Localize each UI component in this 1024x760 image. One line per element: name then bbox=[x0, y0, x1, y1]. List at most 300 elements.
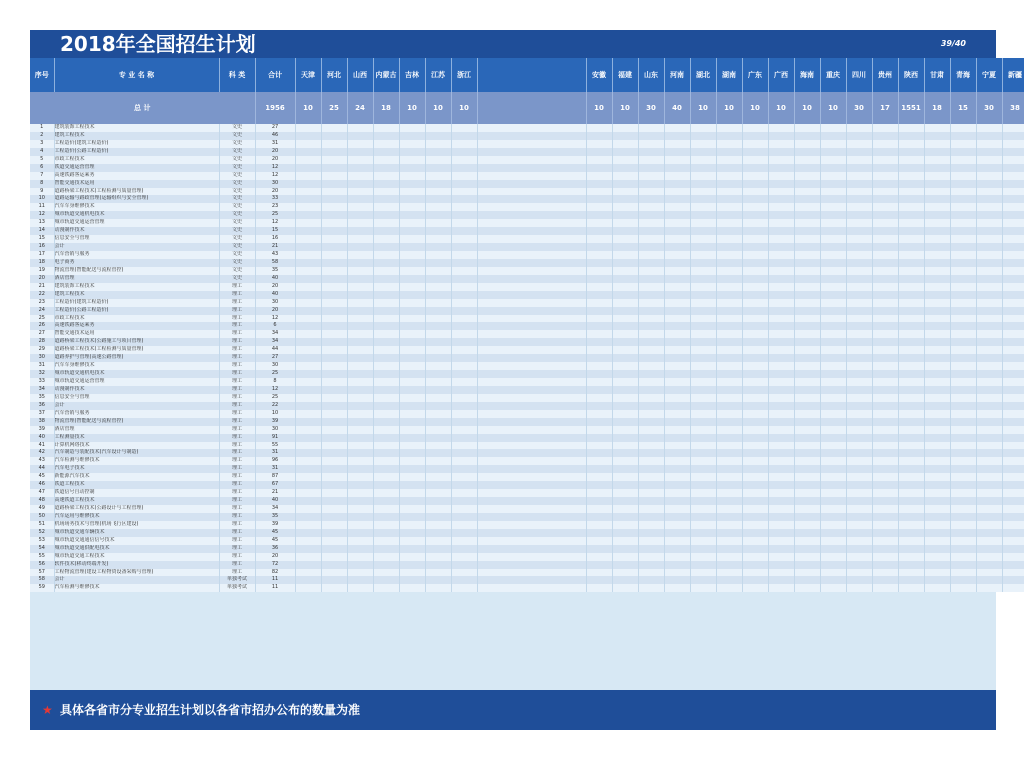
province-cell bbox=[742, 457, 768, 465]
province-cell bbox=[321, 291, 347, 299]
major-name: 道路桥梁工程技术(工程检测与质量管理) bbox=[54, 188, 219, 196]
row-number: 31 bbox=[30, 362, 54, 370]
province-cell bbox=[950, 537, 976, 545]
province-cell bbox=[347, 299, 373, 307]
province-cell bbox=[976, 489, 1002, 497]
province-cell bbox=[477, 148, 586, 156]
province-cell bbox=[950, 378, 976, 386]
province-cell bbox=[846, 211, 872, 219]
table-row bbox=[30, 148, 1024, 156]
total-province-value: 10 bbox=[820, 92, 846, 124]
total-province-value: 10 bbox=[768, 92, 794, 124]
province-cell bbox=[976, 513, 1002, 521]
province-cell bbox=[295, 203, 321, 211]
province-cell bbox=[716, 299, 742, 307]
province-cell bbox=[477, 505, 586, 513]
province-cell bbox=[347, 497, 373, 505]
province-cell bbox=[742, 481, 768, 489]
province-cell bbox=[638, 449, 664, 457]
province-cell bbox=[664, 378, 690, 386]
category: 理工 bbox=[219, 465, 255, 473]
table-row bbox=[30, 481, 1024, 489]
province-cell bbox=[976, 473, 1002, 481]
province-cell bbox=[742, 370, 768, 378]
province-cell bbox=[425, 402, 451, 410]
province-cell bbox=[347, 164, 373, 172]
province-cell bbox=[1002, 521, 1024, 529]
province-cell bbox=[451, 132, 477, 140]
province-cell bbox=[716, 251, 742, 259]
province-cell bbox=[321, 584, 347, 592]
province-cell bbox=[586, 235, 612, 243]
province-cell bbox=[295, 569, 321, 577]
province-cell bbox=[898, 330, 924, 338]
category: 文史 bbox=[219, 140, 255, 148]
province-cell bbox=[451, 434, 477, 442]
province-cell bbox=[612, 394, 638, 402]
province-cell bbox=[1002, 346, 1024, 354]
category: 理工 bbox=[219, 394, 255, 402]
province-cell bbox=[586, 569, 612, 577]
province-cell bbox=[768, 561, 794, 569]
row-number: 45 bbox=[30, 473, 54, 481]
row-total: 12 bbox=[255, 219, 295, 227]
province-cell bbox=[477, 561, 586, 569]
province-cell bbox=[399, 378, 425, 386]
province-cell bbox=[1002, 529, 1024, 537]
province-cell bbox=[924, 561, 950, 569]
province-cell bbox=[399, 426, 425, 434]
province-cell bbox=[451, 481, 477, 489]
row-total: 10 bbox=[255, 410, 295, 418]
row-number: 25 bbox=[30, 315, 54, 323]
province-cell bbox=[638, 259, 664, 267]
province-cell bbox=[950, 473, 976, 481]
province-cell bbox=[924, 172, 950, 180]
province-cell bbox=[664, 354, 690, 362]
province-cell bbox=[347, 362, 373, 370]
province-cell bbox=[638, 553, 664, 561]
category: 理工 bbox=[219, 497, 255, 505]
total-province-value: 10 bbox=[794, 92, 820, 124]
province-cell bbox=[794, 219, 820, 227]
province-cell bbox=[638, 140, 664, 148]
row-number: 10 bbox=[30, 195, 54, 203]
header-total: 合计 bbox=[255, 58, 295, 92]
province-cell bbox=[690, 330, 716, 338]
province-cell bbox=[399, 553, 425, 561]
province-cell bbox=[638, 283, 664, 291]
province-cell bbox=[664, 537, 690, 545]
province-cell bbox=[347, 505, 373, 513]
province-cell bbox=[638, 489, 664, 497]
province-cell bbox=[846, 378, 872, 386]
province-cell bbox=[820, 140, 846, 148]
category: 理工 bbox=[219, 513, 255, 521]
province-cell bbox=[950, 156, 976, 164]
province-cell bbox=[586, 362, 612, 370]
province-cell bbox=[872, 465, 898, 473]
province-cell bbox=[347, 156, 373, 164]
province-cell bbox=[716, 378, 742, 386]
province-cell bbox=[872, 362, 898, 370]
province-cell bbox=[1002, 180, 1024, 188]
province-cell bbox=[451, 394, 477, 402]
category: 理工 bbox=[219, 299, 255, 307]
province-cell bbox=[295, 521, 321, 529]
province-cell bbox=[898, 410, 924, 418]
table-row bbox=[30, 537, 1024, 545]
major-name: 城市轨道交通机电技术 bbox=[54, 370, 219, 378]
province-cell bbox=[586, 505, 612, 513]
document-panel bbox=[30, 30, 1022, 730]
major-name: 动漫制作技术 bbox=[54, 386, 219, 394]
province-cell bbox=[898, 394, 924, 402]
province-cell bbox=[477, 553, 586, 561]
province-cell bbox=[976, 481, 1002, 489]
category: 理工 bbox=[219, 362, 255, 370]
province-cell bbox=[373, 211, 399, 219]
row-total: 36 bbox=[255, 545, 295, 553]
province-cell bbox=[924, 537, 950, 545]
province-cell bbox=[742, 275, 768, 283]
province-cell bbox=[872, 251, 898, 259]
header-province: 甘肃 bbox=[924, 58, 950, 92]
row-total: 35 bbox=[255, 513, 295, 521]
row-total: 34 bbox=[255, 505, 295, 513]
province-cell bbox=[586, 203, 612, 211]
province-cell bbox=[295, 211, 321, 219]
province-cell bbox=[976, 584, 1002, 592]
province-cell bbox=[425, 211, 451, 219]
province-cell bbox=[794, 132, 820, 140]
major-name: 城市轨道交通工程技术 bbox=[54, 553, 219, 561]
province-cell bbox=[820, 561, 846, 569]
province-cell bbox=[425, 489, 451, 497]
province-cell bbox=[586, 537, 612, 545]
province-cell bbox=[321, 529, 347, 537]
province-cell bbox=[399, 346, 425, 354]
province-cell bbox=[399, 148, 425, 156]
category: 理工 bbox=[219, 521, 255, 529]
province-cell bbox=[794, 497, 820, 505]
major-name: 城市轨道交通机电技术 bbox=[54, 211, 219, 219]
province-cell bbox=[794, 584, 820, 592]
province-cell bbox=[768, 497, 794, 505]
category: 文史 bbox=[219, 203, 255, 211]
province-cell bbox=[898, 513, 924, 521]
category: 理工 bbox=[219, 283, 255, 291]
province-cell bbox=[295, 473, 321, 481]
province-cell bbox=[295, 188, 321, 196]
row-total: 46 bbox=[255, 132, 295, 140]
province-cell bbox=[321, 132, 347, 140]
province-cell bbox=[742, 283, 768, 291]
province-cell bbox=[846, 553, 872, 561]
header-province: 湖北 bbox=[690, 58, 716, 92]
province-cell bbox=[373, 362, 399, 370]
province-cell bbox=[586, 473, 612, 481]
row-number: 39 bbox=[30, 426, 54, 434]
province-cell bbox=[425, 251, 451, 259]
major-name: 建筑装饰工程技术 bbox=[54, 283, 219, 291]
province-cell bbox=[1002, 402, 1024, 410]
province-cell bbox=[477, 346, 586, 354]
province-cell bbox=[425, 307, 451, 315]
province-cell bbox=[1002, 465, 1024, 473]
province-cell bbox=[664, 370, 690, 378]
province-cell bbox=[950, 410, 976, 418]
province-cell bbox=[846, 521, 872, 529]
province-cell bbox=[950, 418, 976, 426]
province-cell bbox=[794, 291, 820, 299]
province-cell bbox=[690, 322, 716, 330]
province-cell bbox=[1002, 164, 1024, 172]
province-cell bbox=[1002, 457, 1024, 465]
province-cell bbox=[347, 291, 373, 299]
province-cell bbox=[690, 569, 716, 577]
province-cell bbox=[451, 410, 477, 418]
province-cell bbox=[950, 307, 976, 315]
province-cell bbox=[716, 576, 742, 584]
table-row bbox=[30, 140, 1024, 148]
row-number: 4 bbox=[30, 148, 54, 156]
province-cell bbox=[425, 473, 451, 481]
province-cell bbox=[347, 251, 373, 259]
row-number: 55 bbox=[30, 553, 54, 561]
province-cell bbox=[664, 211, 690, 219]
table-row bbox=[30, 322, 1024, 330]
province-cell bbox=[742, 513, 768, 521]
category: 理工 bbox=[219, 457, 255, 465]
row-number: 29 bbox=[30, 346, 54, 354]
province-cell bbox=[1002, 315, 1024, 323]
major-name: 酒店管理 bbox=[54, 275, 219, 283]
star-icon: ★ bbox=[42, 703, 53, 717]
province-cell bbox=[1002, 211, 1024, 219]
header-province: 天津 bbox=[295, 58, 321, 92]
province-cell bbox=[612, 235, 638, 243]
province-cell bbox=[399, 180, 425, 188]
province-cell bbox=[768, 537, 794, 545]
major-name: 城市轨道交通通信信号技术 bbox=[54, 537, 219, 545]
province-cell bbox=[846, 299, 872, 307]
province-cell bbox=[477, 497, 586, 505]
province-cell bbox=[295, 315, 321, 323]
province-cell bbox=[664, 275, 690, 283]
header-province: 浙江 bbox=[451, 58, 477, 92]
total-row bbox=[30, 92, 1024, 124]
province-cell bbox=[820, 537, 846, 545]
row-number: 6 bbox=[30, 164, 54, 172]
province-cell bbox=[742, 322, 768, 330]
province-cell bbox=[690, 156, 716, 164]
province-cell bbox=[373, 251, 399, 259]
province-cell bbox=[768, 529, 794, 537]
province-cell bbox=[872, 473, 898, 481]
province-cell bbox=[690, 203, 716, 211]
province-cell bbox=[425, 481, 451, 489]
province-cell bbox=[950, 211, 976, 219]
province-cell bbox=[690, 307, 716, 315]
province-cell bbox=[638, 195, 664, 203]
province-cell bbox=[638, 148, 664, 156]
province-cell bbox=[950, 457, 976, 465]
province-cell bbox=[976, 521, 1002, 529]
province-cell bbox=[794, 370, 820, 378]
province-cell bbox=[425, 243, 451, 251]
province-cell bbox=[1002, 243, 1024, 251]
province-cell bbox=[399, 283, 425, 291]
row-total: 31 bbox=[255, 140, 295, 148]
province-cell bbox=[976, 497, 1002, 505]
province-cell bbox=[295, 299, 321, 307]
province-cell bbox=[976, 291, 1002, 299]
province-cell bbox=[690, 267, 716, 275]
province-cell bbox=[716, 219, 742, 227]
province-cell bbox=[820, 449, 846, 457]
province-cell bbox=[347, 426, 373, 434]
major-name: 物流管理(智能配送与流程管控) bbox=[54, 267, 219, 275]
province-cell bbox=[399, 195, 425, 203]
province-cell bbox=[373, 410, 399, 418]
row-total: 35 bbox=[255, 267, 295, 275]
province-cell bbox=[451, 164, 477, 172]
province-cell bbox=[820, 457, 846, 465]
province-cell bbox=[373, 497, 399, 505]
province-cell bbox=[846, 410, 872, 418]
major-name: 汽车制造与装配技术(汽车设计与制造) bbox=[54, 449, 219, 457]
header-province: 山西 bbox=[347, 58, 373, 92]
province-cell bbox=[742, 537, 768, 545]
province-cell bbox=[295, 243, 321, 251]
province-cell bbox=[638, 442, 664, 450]
province-cell bbox=[924, 505, 950, 513]
province-cell bbox=[742, 243, 768, 251]
province-cell bbox=[425, 449, 451, 457]
row-total: 39 bbox=[255, 521, 295, 529]
province-cell bbox=[690, 219, 716, 227]
province-cell bbox=[872, 394, 898, 402]
province-cell bbox=[399, 576, 425, 584]
province-cell bbox=[425, 172, 451, 180]
province-cell bbox=[794, 394, 820, 402]
province-cell bbox=[451, 203, 477, 211]
major-name: 智能交通技术运用 bbox=[54, 330, 219, 338]
province-cell bbox=[924, 227, 950, 235]
province-cell bbox=[373, 513, 399, 521]
province-cell bbox=[950, 465, 976, 473]
province-cell bbox=[820, 346, 846, 354]
province-cell bbox=[794, 473, 820, 481]
province-cell bbox=[898, 140, 924, 148]
table-row bbox=[30, 457, 1024, 465]
total-province-value: 18 bbox=[373, 92, 399, 124]
province-cell bbox=[477, 172, 586, 180]
province-cell bbox=[373, 338, 399, 346]
province-cell bbox=[898, 489, 924, 497]
province-cell bbox=[373, 156, 399, 164]
province-cell bbox=[586, 299, 612, 307]
province-cell bbox=[742, 410, 768, 418]
province-cell bbox=[295, 235, 321, 243]
province-cell bbox=[950, 481, 976, 489]
province-cell bbox=[1002, 473, 1024, 481]
province-cell bbox=[950, 545, 976, 553]
province-cell bbox=[295, 442, 321, 450]
province-cell bbox=[820, 370, 846, 378]
province-cell bbox=[664, 473, 690, 481]
province-cell bbox=[321, 267, 347, 275]
province-cell bbox=[924, 378, 950, 386]
province-cell bbox=[612, 299, 638, 307]
province-cell bbox=[612, 442, 638, 450]
province-cell bbox=[924, 235, 950, 243]
province-cell bbox=[976, 465, 1002, 473]
province-cell bbox=[716, 521, 742, 529]
province-cell bbox=[690, 386, 716, 394]
province-cell bbox=[1002, 148, 1024, 156]
province-cell bbox=[451, 497, 477, 505]
province-cell bbox=[664, 180, 690, 188]
province-cell bbox=[716, 330, 742, 338]
province-cell bbox=[664, 497, 690, 505]
province-cell bbox=[1002, 561, 1024, 569]
province-cell bbox=[586, 330, 612, 338]
province-cell bbox=[846, 164, 872, 172]
footnote: 具体各省市分专业招生计划以各省市招办公布的数量为准 bbox=[60, 703, 361, 717]
row-number: 11 bbox=[30, 203, 54, 211]
province-cell bbox=[451, 338, 477, 346]
province-cell bbox=[820, 203, 846, 211]
header-province: 新疆 bbox=[1002, 58, 1024, 92]
province-cell bbox=[612, 497, 638, 505]
province-cell bbox=[794, 521, 820, 529]
major-name: 道路桥梁工程技术(公路施工与项目管理) bbox=[54, 338, 219, 346]
province-cell bbox=[612, 203, 638, 211]
province-cell bbox=[820, 235, 846, 243]
province-cell bbox=[716, 195, 742, 203]
table-row bbox=[30, 569, 1024, 577]
province-cell bbox=[768, 489, 794, 497]
province-cell bbox=[1002, 338, 1024, 346]
province-cell bbox=[664, 386, 690, 394]
row-number: 50 bbox=[30, 513, 54, 521]
province-cell bbox=[742, 195, 768, 203]
category: 文史 bbox=[219, 243, 255, 251]
province-cell bbox=[794, 457, 820, 465]
table-row bbox=[30, 330, 1024, 338]
province-cell bbox=[716, 402, 742, 410]
table-row bbox=[30, 529, 1024, 537]
province-cell bbox=[321, 180, 347, 188]
province-cell bbox=[373, 124, 399, 132]
total-province-value bbox=[477, 92, 586, 124]
province-cell bbox=[950, 148, 976, 156]
row-number: 14 bbox=[30, 227, 54, 235]
province-cell bbox=[742, 418, 768, 426]
category: 理工 bbox=[219, 322, 255, 330]
header-province: 广东 bbox=[742, 58, 768, 92]
province-cell bbox=[586, 553, 612, 561]
province-cell bbox=[373, 426, 399, 434]
province-cell bbox=[716, 259, 742, 267]
table-row bbox=[30, 291, 1024, 299]
province-cell bbox=[586, 291, 612, 299]
province-cell bbox=[664, 394, 690, 402]
province-cell bbox=[347, 188, 373, 196]
province-cell bbox=[347, 219, 373, 227]
